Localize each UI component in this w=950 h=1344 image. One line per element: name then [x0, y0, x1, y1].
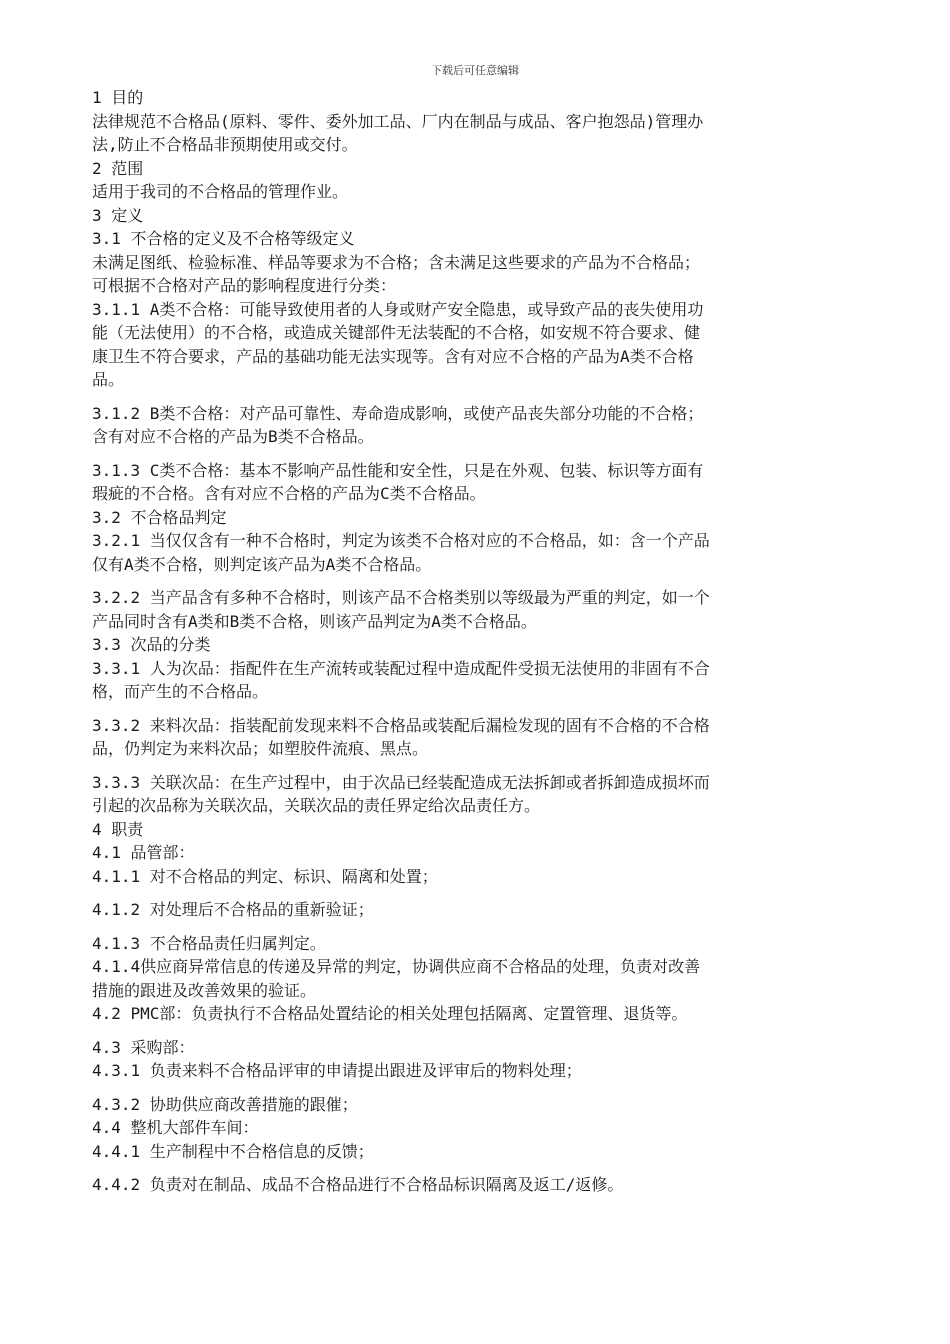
text-line: 4.1.4供应商异常信息的传递及异常的判定，协调供应商不合格品的处理，负责对改善 — [92, 957, 701, 976]
document-body — [92, 86, 832, 1197]
text-line: 4.3.1 负责来料不合格品评审的申请提出跟进及评审后的物料处理； — [92, 1061, 582, 1080]
text-line: 3.2.2 当产品含有多种不合格时，则该产品不合格类别以等级最为严重的判定，如一个 — [92, 588, 710, 607]
text-line: 3.1 不合格的定义及不合格等级定义 — [92, 229, 355, 248]
text-line: 3.2 不合格品判定 — [92, 507, 227, 527]
text-line: 法,防止不合格品非预期使用或交付。 — [92, 135, 358, 154]
text-line: 法律规范不合格品(原料、零件、委外加工品、厂内在制品与成品、客户抱怨品)管理办 — [92, 111, 704, 131]
text-line: 4 职责 — [92, 819, 144, 839]
text-line: 4.1.1 对不合格品的判定、标识、隔离和处置； — [92, 866, 438, 886]
text-line: 格，而产生的不合格品。 — [92, 682, 269, 701]
text-line: 品，仍判定为来料次品；如塑胶件流痕、黑点。 — [92, 739, 429, 758]
text-line: 引起的次品称为关联次品，关联次品的责任界定给次品责任方。 — [92, 796, 541, 815]
text-line: 能（无法使用）的不合格，或造成关键部件无法装配的不合格，如安规不符合要求、健 — [92, 323, 701, 342]
text-line: 措施的跟进及改善效果的验证。 — [92, 980, 317, 1000]
text-line: 3 定义 — [92, 205, 144, 225]
text-line: 2 范围 — [92, 158, 144, 178]
page-header: 下载后可任意编辑 — [431, 64, 519, 77]
text-line: 4.4.2 负责对在制品、成品不合格品进行不合格品标识隔离及返工/返修。 — [92, 1175, 624, 1194]
text-line: 3.3.2 来料次品：指装配前发现来料不合格品或装配后漏检发现的固有不合格的不合格 — [92, 715, 710, 735]
text-line: 品。 — [92, 370, 125, 389]
text-line: 4.1.2 对处理后不合格品的重新验证； — [92, 900, 374, 919]
text-line: 含有对应不合格的产品为B类不合格品。 — [92, 427, 374, 446]
text-line: 3.1.3 C类不合格：基本不影响产品性能和安全性，只是在外观、包装、标识等方面有 — [92, 460, 704, 480]
text-line: 4.4 整机大部件车间： — [92, 1118, 259, 1137]
text-line: 未满足图纸、检验标准、样品等要求为不合格；含未满足这些要求的产品为不合格品； — [92, 252, 701, 272]
text-line: 3.2.1 当仅仅含有一种不合格时，判定为该类不合格对应的不合格品，如：含一个产品 — [92, 531, 710, 550]
text-line: 瑕疵的不合格。含有对应不合格的产品为C类不合格品。 — [92, 484, 486, 503]
text-line: 适用于我司的不合格品的管理作业。 — [92, 182, 349, 201]
text-line: 4.4.1 生产制程中不合格信息的反馈； — [92, 1141, 374, 1161]
text-line: 可根据不合格对产品的影响程度进行分类： — [92, 276, 397, 295]
text-line: 3.1.2 B类不合格：对产品可靠性、寿命造成影响，或使产品丧失部分功能的不合格； — [92, 403, 704, 423]
text-line: 4.3.2 协助供应商改善措施的跟催； — [92, 1094, 358, 1114]
text-line: 3.3 次品的分类 — [92, 635, 211, 654]
text-line: 4.1 品管部： — [92, 843, 195, 862]
text-line: 4.1.3 不合格品责任归属判定。 — [92, 933, 326, 953]
text-line: 1 目的 — [92, 88, 144, 107]
text-line: 4.2 PMC部：负责执行不合格品处置结论的相关处理包括隔离、定置管理、退货等。 — [92, 1004, 688, 1023]
text-line: 3.1.1 A类不合格：可能导致使用者的人身或财产安全隐患，或导致产品的丧失使用功 — [92, 299, 704, 319]
text-line: 4.3 采购部： — [92, 1037, 195, 1057]
text-line: 3.3.3 关联次品：在生产过程中，由于次品已经装配造成无法拆卸或者拆卸造成损坏而 — [92, 772, 710, 792]
text-line: 3.3.1 人为次品：指配件在生产流转或装配过程中造成配件受损无法使用的非固有不合 — [92, 658, 710, 678]
text-line: 产品同时含有A类和B类不合格，则该产品判定为A类不合格品。 — [92, 611, 537, 631]
text-line: 仅有A类不合格，则判定该产品为A类不合格品。 — [92, 554, 432, 574]
text-line: 康卫生不符合要求，产品的基础功能无法实现等。含有对应不合格的产品为A类不合格 — [92, 346, 694, 366]
